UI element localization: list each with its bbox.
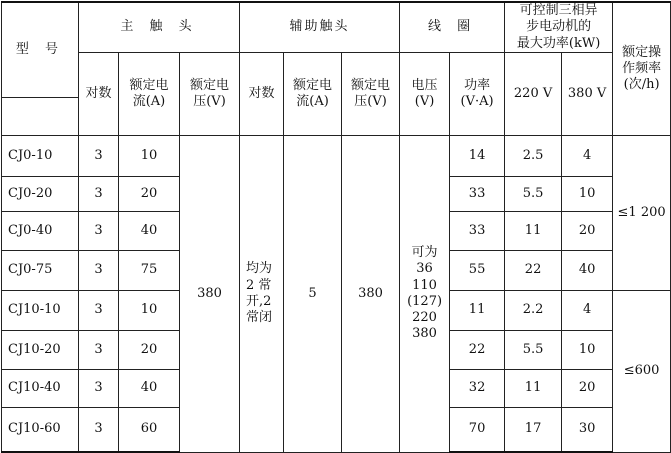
- cell-p220: 2.5: [505, 135, 562, 176]
- cell-power: 32: [450, 369, 505, 407]
- cell-pairs: 3: [79, 211, 119, 250]
- header-rated-current: 额定电 流(A): [119, 52, 180, 135]
- cell-current: 10: [119, 135, 180, 176]
- header-model: 型 号: [2, 2, 79, 97]
- cell-pairs: 3: [79, 330, 119, 369]
- header-aux-contacts: 辅助触头: [240, 2, 400, 52]
- cell-model: CJ0-20: [2, 176, 79, 211]
- cell-power: 22: [450, 330, 505, 369]
- header-main-contacts: 主 触 头: [79, 2, 240, 52]
- cell-pairs: 3: [79, 135, 119, 176]
- header-coil-power: 功率 (V·A): [450, 52, 505, 135]
- cell-p220: 2.2: [505, 290, 562, 330]
- cell-p380: 4: [562, 290, 613, 330]
- cell-p380: 10: [562, 330, 613, 369]
- cell-current: 20: [119, 330, 180, 369]
- cell-power: 70: [450, 407, 505, 452]
- cell-freq-cj0: ≤1 200: [613, 135, 671, 290]
- cell-pairs: 3: [79, 250, 119, 290]
- cell-current: 40: [119, 211, 180, 250]
- cell-p380: 10: [562, 176, 613, 211]
- header-row-1: [2, 2, 671, 52]
- cell-current: 60: [119, 407, 180, 452]
- cell-coil-voltage: 可为 36 110 (127) 220 380: [400, 135, 450, 452]
- cell-power: 11: [450, 290, 505, 330]
- cell-aux-pairs: 均为 2 常 开,2 常闭: [240, 135, 284, 452]
- cell-p220: 5.5: [505, 176, 562, 211]
- header-max-power: 可控制三相异 步电动机的 最大功率(kW): [505, 2, 613, 52]
- cell-model: CJ10-10: [2, 290, 79, 330]
- cell-model: CJ0-75: [2, 250, 79, 290]
- cell-p380: 30: [562, 407, 613, 452]
- cell-model: CJ10-60: [2, 407, 79, 452]
- cell-power: 33: [450, 176, 505, 211]
- cell-p220: 17: [505, 407, 562, 452]
- cell-p220: 5.5: [505, 330, 562, 369]
- cell-main-voltage: 380: [180, 135, 240, 452]
- header-coil: 线 圈: [400, 2, 505, 52]
- table-row: [2, 135, 671, 176]
- cell-freq-cj10: ≤600: [613, 290, 671, 452]
- cell-p220: 11: [505, 211, 562, 250]
- header-220v: 220 V: [505, 52, 562, 135]
- cell-model: CJ10-40: [2, 369, 79, 407]
- header-pairs: 对数: [79, 52, 119, 135]
- header-row-2: [2, 52, 671, 97]
- cell-aux-voltage: 380: [342, 135, 400, 452]
- cell-current: 20: [119, 176, 180, 211]
- cell-current: 40: [119, 369, 180, 407]
- header-aux-voltage: 额定电 压(V): [342, 52, 400, 135]
- cell-current: 10: [119, 290, 180, 330]
- header-op-freq: 额定操 作频率 (次/h): [613, 2, 671, 135]
- cell-model: CJ0-10: [2, 135, 79, 176]
- cell-pairs: 3: [79, 290, 119, 330]
- cell-p380: 20: [562, 369, 613, 407]
- cell-p380: 4: [562, 135, 613, 176]
- cell-pairs: 3: [79, 176, 119, 211]
- cell-power: 14: [450, 135, 505, 176]
- cell-model: CJ10-20: [2, 330, 79, 369]
- cell-power: 55: [450, 250, 505, 290]
- header-coil-voltage: 电压 (V): [400, 52, 450, 135]
- cell-aux-current: 5: [284, 135, 342, 452]
- cell-p220: 11: [505, 369, 562, 407]
- header-380v: 380 V: [562, 52, 613, 135]
- cell-pairs: 3: [79, 407, 119, 452]
- contactor-spec-table: [1, 1, 671, 453]
- header-rated-voltage: 额定电 压(V): [180, 52, 240, 135]
- header-aux-pairs: 对数: [240, 52, 284, 135]
- cell-p220: 22: [505, 250, 562, 290]
- cell-pairs: 3: [79, 369, 119, 407]
- cell-power: 33: [450, 211, 505, 250]
- cell-p380: 20: [562, 211, 613, 250]
- cell-current: 75: [119, 250, 180, 290]
- header-model-spacer: [2, 97, 79, 135]
- header-aux-current: 额定电 流(A): [284, 52, 342, 135]
- cell-model: CJ0-40: [2, 211, 79, 250]
- cell-p380: 40: [562, 250, 613, 290]
